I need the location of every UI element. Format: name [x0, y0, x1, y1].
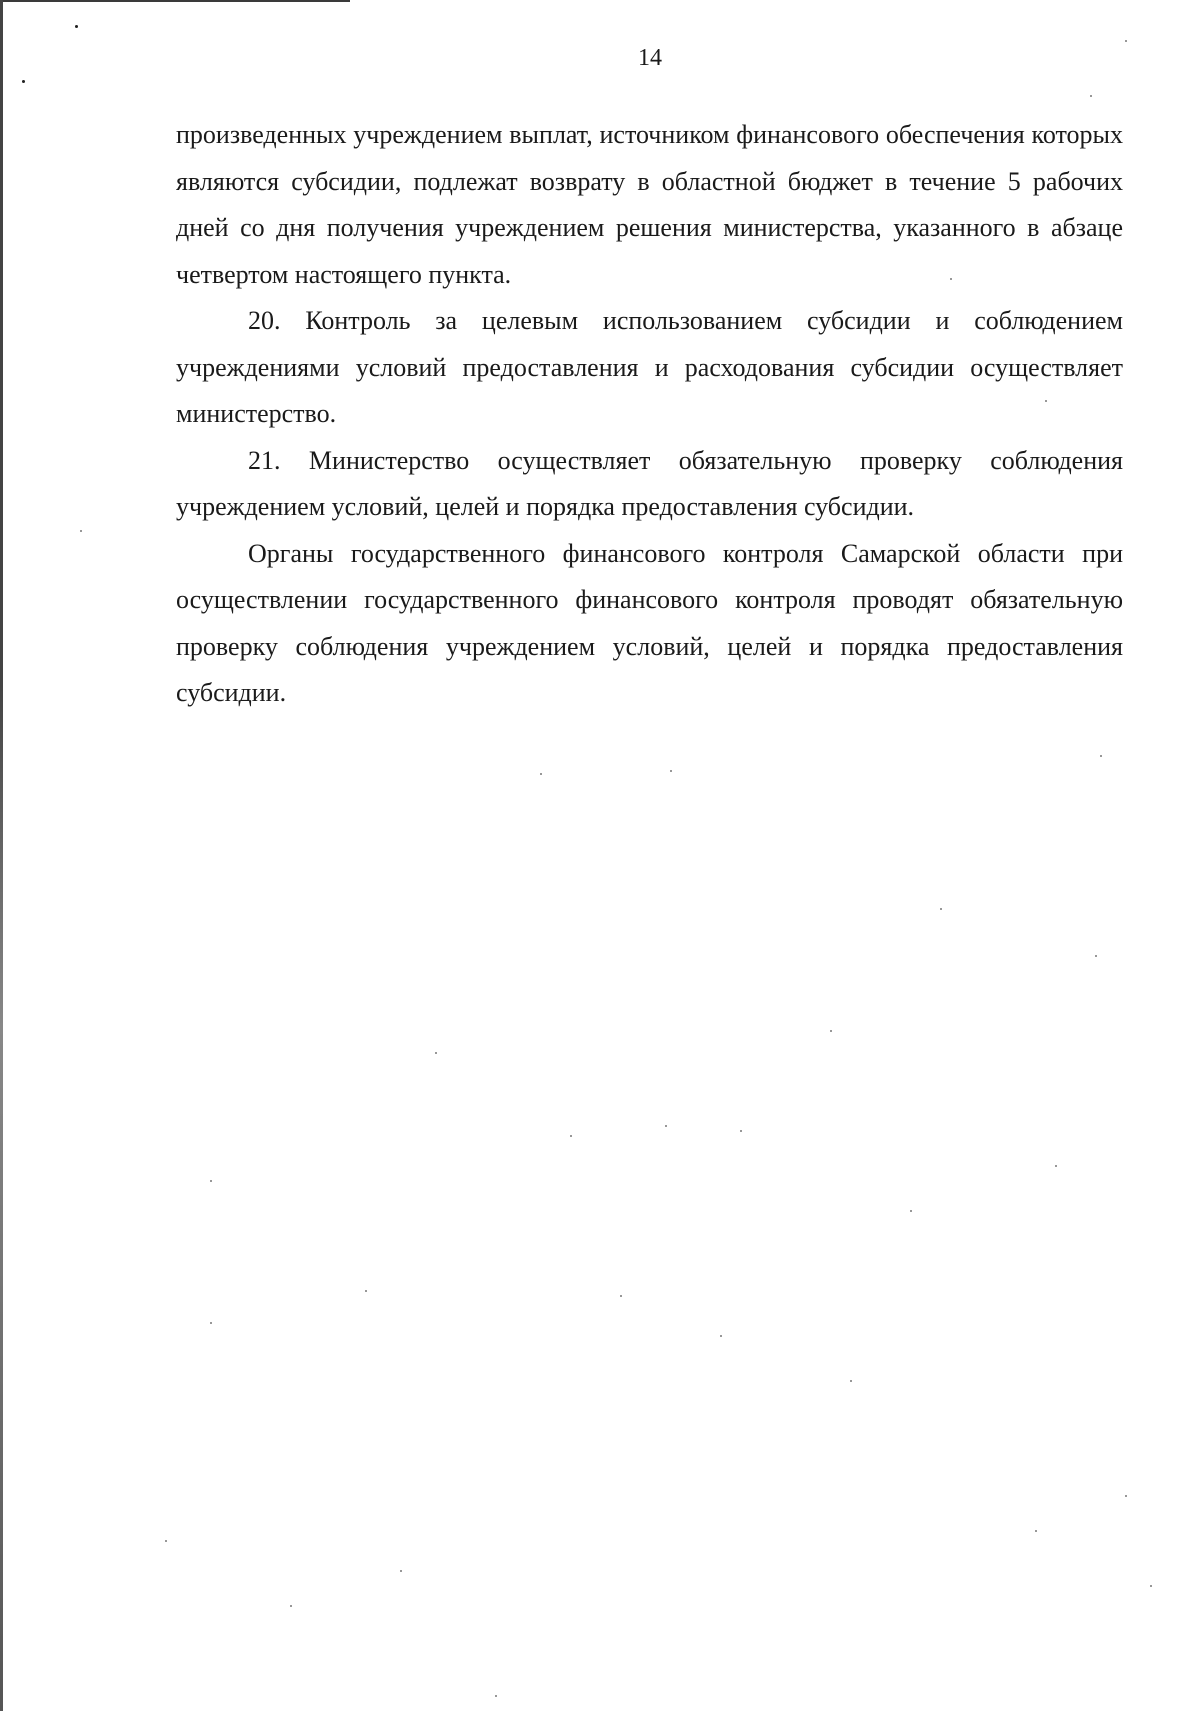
scan-speck — [620, 1295, 622, 1297]
scan-speck — [400, 1570, 402, 1572]
scan-speck — [1090, 95, 1092, 97]
scan-speck — [1150, 1585, 1152, 1587]
scan-speck — [720, 1335, 722, 1337]
scan-speck — [1035, 1530, 1037, 1532]
scan-speck — [850, 1380, 852, 1382]
paragraph-clause-21: 21. Министерство осуществляет обязательную проверку соблюдения учреждением условий, целей и порядка предоставления субсидии. — [176, 445, 1123, 521]
scan-speck — [540, 773, 542, 775]
scan-speck — [940, 908, 942, 910]
scan-speck — [1125, 40, 1127, 42]
paragraph-continuation: произведенных учреждением выплат, источником финансового обеспечения которых являются субсидии, подлежат возврату в областной бюджет в течение 5 рабочих дней со дня получения учреждением решения министерства, указанного в абзаце четвертом настоящего пункта. — [176, 120, 1123, 289]
scan-speck — [495, 1695, 497, 1697]
paragraph-clause-20: 20. Контроль за целевым использованием субсидии и соблюдением учреждениями условий предоставления и расходования субсидии осуществляет министерство. — [176, 306, 1123, 428]
scan-speck — [75, 25, 78, 28]
scan-speck — [1055, 1165, 1057, 1167]
scan-speck — [210, 1322, 212, 1324]
scan-speck — [365, 1290, 367, 1292]
scan-speck — [910, 1210, 912, 1212]
page-number: 14 — [638, 45, 662, 71]
scan-speck — [740, 1130, 742, 1132]
scan-speck — [435, 1052, 437, 1054]
scan-speck — [830, 1030, 832, 1032]
scan-speck — [670, 770, 672, 772]
scan-speck — [570, 1135, 572, 1137]
scan-speck — [22, 80, 25, 83]
scan-edge-top — [0, 0, 350, 2]
scan-speck — [210, 1180, 212, 1182]
scan-speck — [80, 530, 82, 532]
scan-edge-left — [0, 0, 3, 1711]
scan-speck — [1100, 755, 1102, 757]
paragraph-financial-control: Органы государственного финансового контроля Самарской области при осуществлении государственного финансового контроля проводят обязательную проверку соблюдения учреждением условий, целей и порядка предоставления субсидии. — [176, 538, 1123, 707]
scan-speck — [290, 1605, 292, 1607]
scan-speck — [1125, 1495, 1127, 1497]
document-body — [176, 112, 1123, 717]
scan-speck — [165, 1540, 167, 1542]
scan-speck — [665, 1125, 667, 1127]
scan-speck — [1095, 955, 1097, 957]
